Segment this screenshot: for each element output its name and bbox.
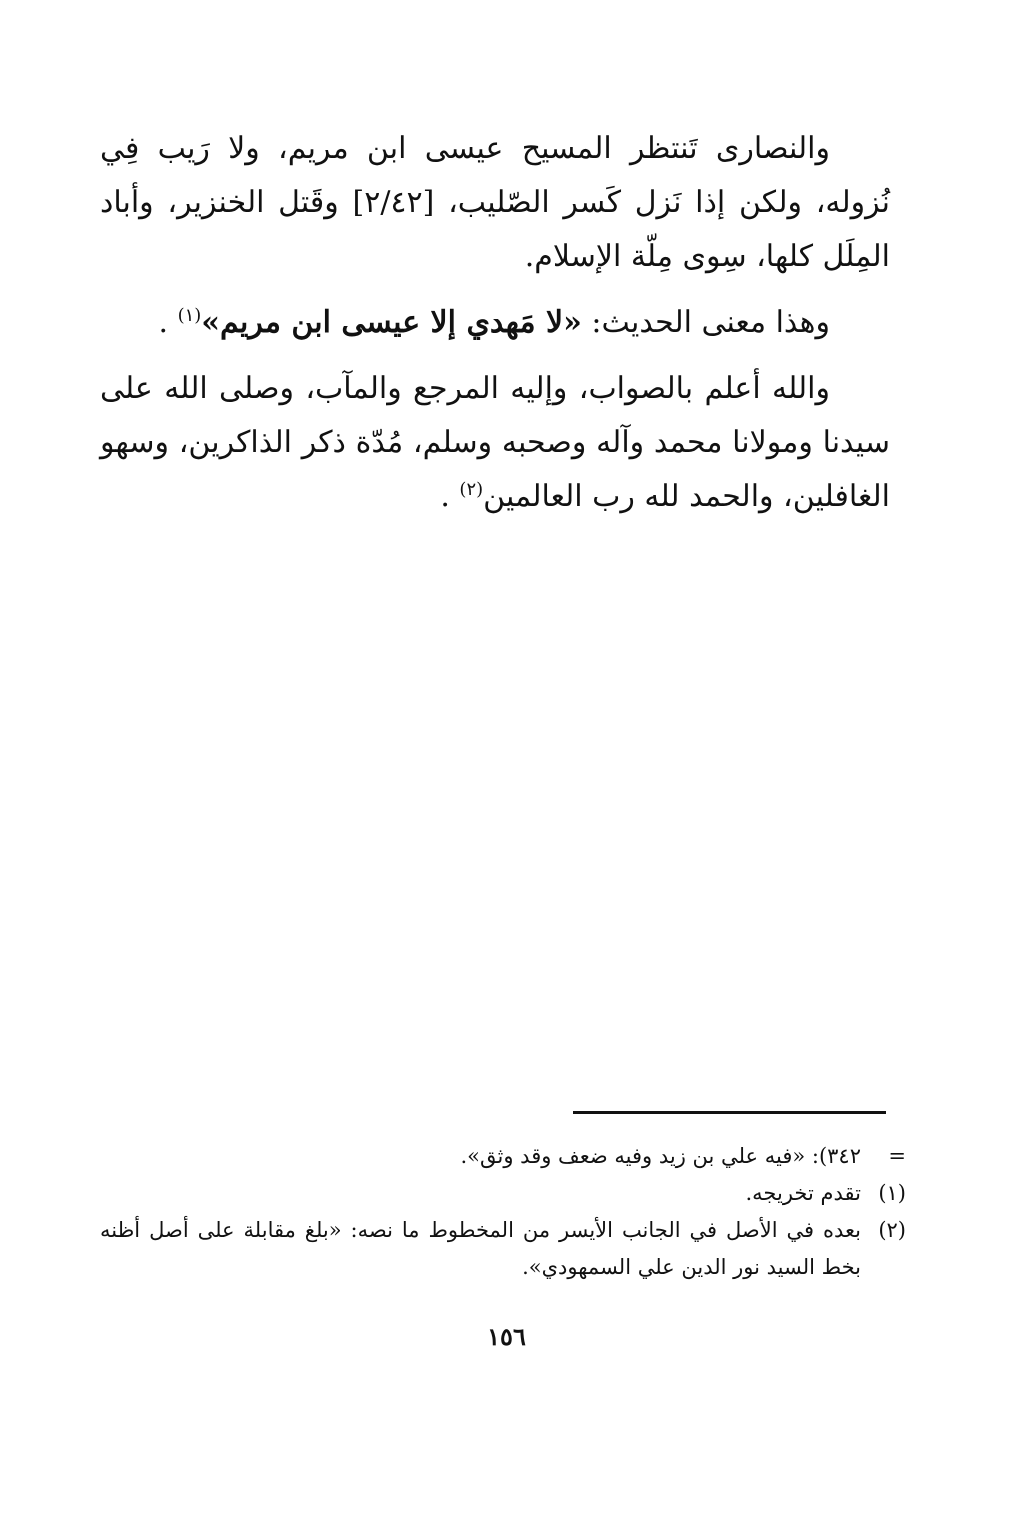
closing-text: والله أعلم بالصواب، وإليه المرجع والمآب، وصلى الله على سيدنا ومولانا محمد وآله وصحبه وسلم، مُدّة ذكر الذاكرين، وسهو الغافلين، والحمد لله رب العالمين [100, 371, 890, 514]
paragraph-3 [100, 362, 890, 524]
paragraph-2-end: . [158, 305, 178, 340]
page-number: ١٥٦ [487, 1322, 526, 1351]
footnote-ref-1: (١) [177, 305, 202, 326]
footnote-continuation [100, 1138, 906, 1175]
footnote-mark: = [888, 1144, 906, 1168]
hadith-quote: «لا مَهدي إلا عيسى ابن مريم» [201, 305, 582, 340]
hadith-intro: وهذا معنى الحديث: [581, 305, 830, 340]
footnote-text: بعده في الأصل في الجانب الأيسر من المخطوط ما نصه: «بلغ مقابلة على أصل أظنه بخط السيد نور الدين علي السمهودي». [100, 1218, 861, 1279]
main-text [100, 122, 890, 524]
footnote-mark: (١) [878, 1181, 906, 1205]
footnote-ref-2: (٢) [459, 479, 484, 500]
footnotes [100, 1138, 906, 1286]
footnote-mark: (٢) [878, 1218, 906, 1242]
footnote-text: تقدم تخريجه. [745, 1181, 861, 1205]
footnote-1 [100, 1175, 906, 1212]
footnote-divider [573, 1111, 886, 1114]
footnote-text: ٣٤٢): «فيه علي بن زيد وفيه ضعف وقد وثق». [460, 1144, 861, 1168]
paragraph-3-end: . [440, 479, 460, 514]
footnote-2 [100, 1212, 906, 1286]
paragraph-1: والنصارى تَنتظر المسيح عيسى ابن مريم، ولا رَيب فِي نُزوله، ولكن إذا نَزل كَسر الصّليب، [٢/٤٢] وقَتل الخنزير، وأباد المِلَل كلها، سِوى مِلّة الإسلام. [100, 131, 890, 274]
paragraph-2 [100, 296, 890, 350]
